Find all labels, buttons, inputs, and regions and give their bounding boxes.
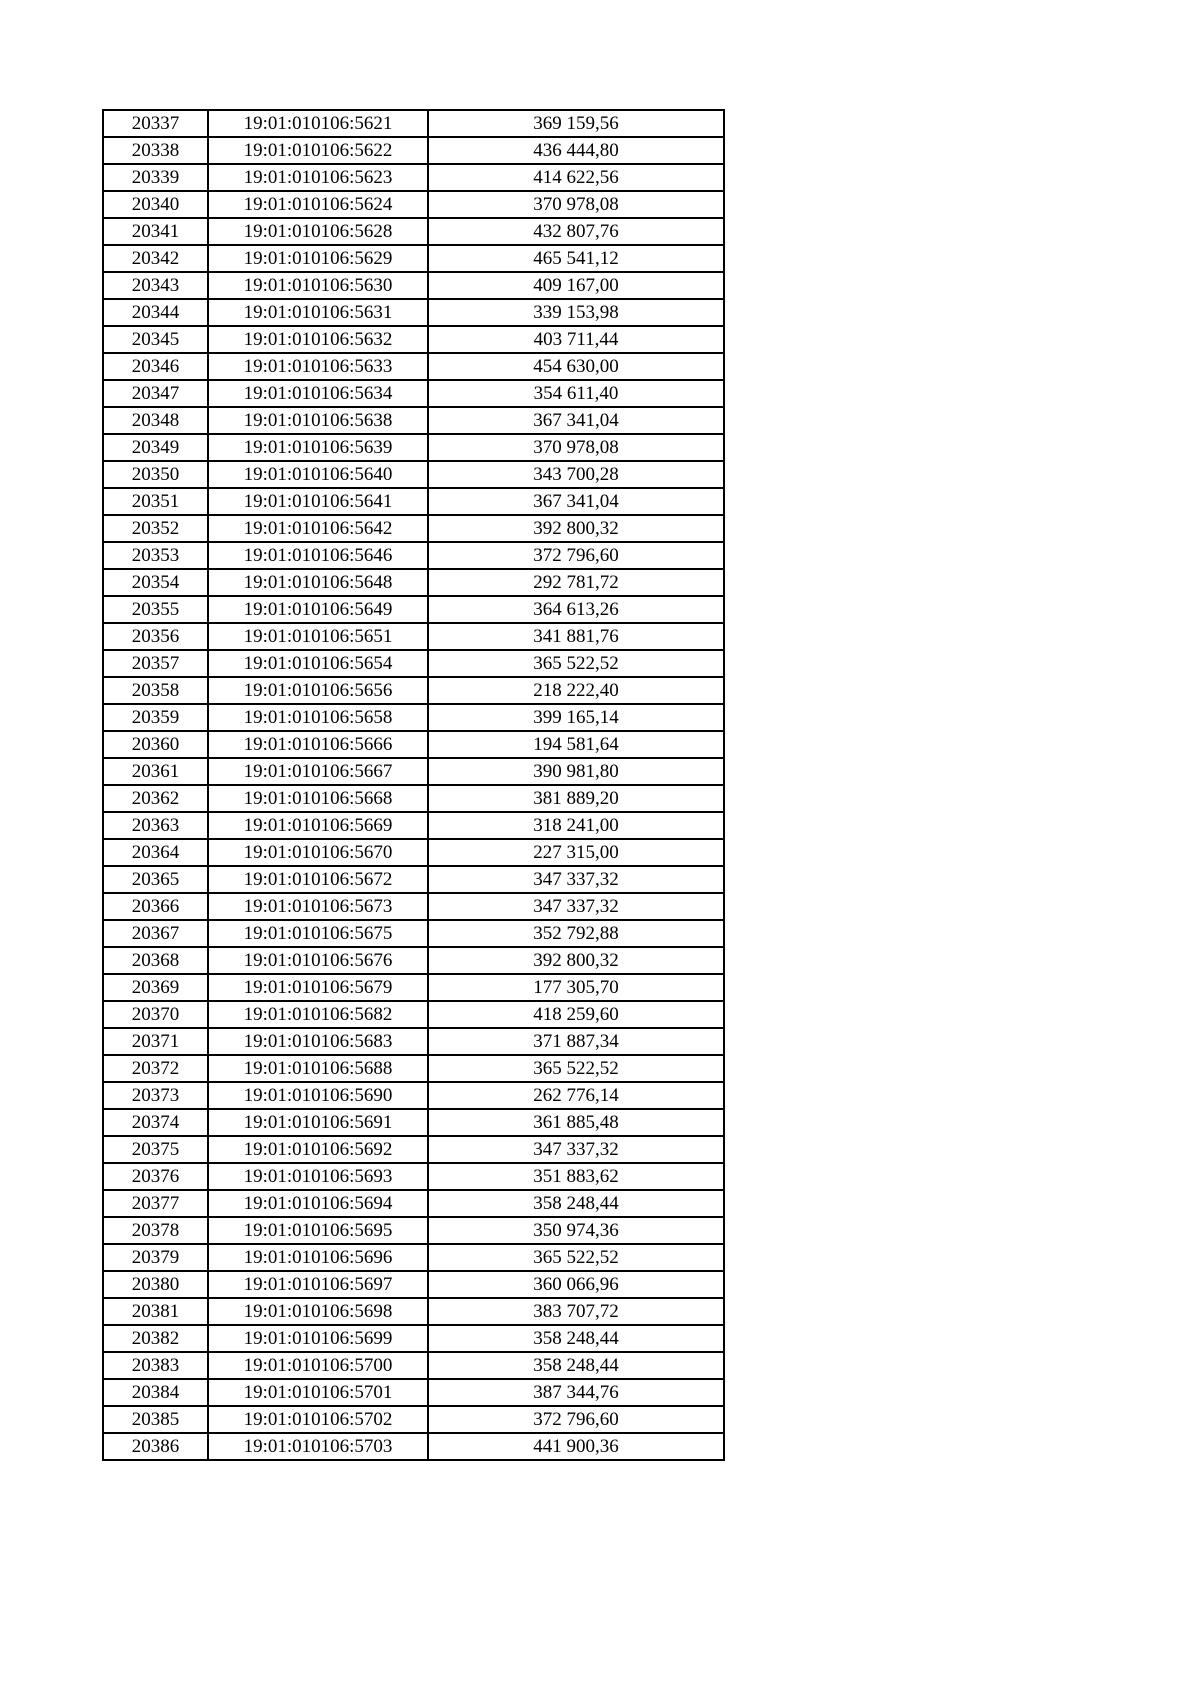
table-row — [103, 515, 724, 542]
value-cell: 403 711,44 — [428, 326, 724, 353]
value-cell: 194 581,64 — [428, 731, 724, 758]
value-cell: 364 613,26 — [428, 596, 724, 623]
table-row — [103, 839, 724, 866]
value-cell: 347 337,32 — [428, 866, 724, 893]
row-number-cell: 20352 — [103, 515, 208, 542]
row-number-cell: 20377 — [103, 1190, 208, 1217]
cadastral-number-cell: 19:01:010106:5629 — [208, 245, 428, 272]
value-cell: 177 305,70 — [428, 974, 724, 1001]
cadastral-number-cell: 19:01:010106:5623 — [208, 164, 428, 191]
cadastral-number-cell: 19:01:010106:5642 — [208, 515, 428, 542]
value-cell: 392 800,32 — [428, 515, 724, 542]
table-row — [103, 947, 724, 974]
table-row — [103, 1352, 724, 1379]
value-cell: 381 889,20 — [428, 785, 724, 812]
value-cell: 465 541,12 — [428, 245, 724, 272]
row-number-cell: 20375 — [103, 1136, 208, 1163]
value-cell: 227 315,00 — [428, 839, 724, 866]
value-cell: 318 241,00 — [428, 812, 724, 839]
value-cell: 454 630,00 — [428, 353, 724, 380]
row-number-cell: 20367 — [103, 920, 208, 947]
value-cell: 358 248,44 — [428, 1352, 724, 1379]
value-cell: 365 522,52 — [428, 650, 724, 677]
cadastral-number-cell: 19:01:010106:5683 — [208, 1028, 428, 1055]
value-cell: 218 222,40 — [428, 677, 724, 704]
cadastral-number-cell: 19:01:010106:5672 — [208, 866, 428, 893]
cadastral-number-cell: 19:01:010106:5654 — [208, 650, 428, 677]
row-number-cell: 20359 — [103, 704, 208, 731]
value-cell: 360 066,96 — [428, 1271, 724, 1298]
row-number-cell: 20340 — [103, 191, 208, 218]
value-cell: 350 974,36 — [428, 1217, 724, 1244]
cadastral-number-cell: 19:01:010106:5641 — [208, 488, 428, 515]
row-number-cell: 20349 — [103, 434, 208, 461]
row-number-cell: 20339 — [103, 164, 208, 191]
cadastral-number-cell: 19:01:010106:5699 — [208, 1325, 428, 1352]
cadastral-number-cell: 19:01:010106:5679 — [208, 974, 428, 1001]
row-number-cell: 20366 — [103, 893, 208, 920]
value-cell: 436 444,80 — [428, 137, 724, 164]
row-number-cell: 20344 — [103, 299, 208, 326]
cadastral-number-cell: 19:01:010106:5696 — [208, 1244, 428, 1271]
table-row — [103, 380, 724, 407]
value-cell: 358 248,44 — [428, 1190, 724, 1217]
row-number-cell: 20361 — [103, 758, 208, 785]
table-row — [103, 1271, 724, 1298]
row-number-cell: 20364 — [103, 839, 208, 866]
cadastral-number-cell: 19:01:010106:5648 — [208, 569, 428, 596]
table-row — [103, 191, 724, 218]
row-number-cell: 20354 — [103, 569, 208, 596]
cadastral-number-cell: 19:01:010106:5702 — [208, 1406, 428, 1433]
row-number-cell: 20374 — [103, 1109, 208, 1136]
row-number-cell: 20345 — [103, 326, 208, 353]
cadastral-number-cell: 19:01:010106:5697 — [208, 1271, 428, 1298]
row-number-cell: 20383 — [103, 1352, 208, 1379]
row-number-cell: 20384 — [103, 1379, 208, 1406]
value-cell: 354 611,40 — [428, 380, 724, 407]
value-cell: 392 800,32 — [428, 947, 724, 974]
row-number-cell: 20368 — [103, 947, 208, 974]
cadastral-number-cell: 19:01:010106:5676 — [208, 947, 428, 974]
table-row — [103, 299, 724, 326]
table-row — [103, 1433, 724, 1460]
table-row — [103, 218, 724, 245]
row-number-cell: 20369 — [103, 974, 208, 1001]
cadastral-number-cell: 19:01:010106:5651 — [208, 623, 428, 650]
value-cell: 347 337,32 — [428, 893, 724, 920]
cadastral-number-cell: 19:01:010106:5638 — [208, 407, 428, 434]
cadastral-number-cell: 19:01:010106:5621 — [208, 110, 428, 137]
table-row — [103, 1406, 724, 1433]
row-number-cell: 20342 — [103, 245, 208, 272]
table-row — [103, 1379, 724, 1406]
cadastral-number-cell: 19:01:010106:5630 — [208, 272, 428, 299]
value-cell: 432 807,76 — [428, 218, 724, 245]
value-cell: 399 165,14 — [428, 704, 724, 731]
table-row — [103, 1163, 724, 1190]
cadastral-number-cell: 19:01:010106:5624 — [208, 191, 428, 218]
table-row — [103, 164, 724, 191]
cadastral-number-cell: 19:01:010106:5693 — [208, 1163, 428, 1190]
cadastral-number-cell: 19:01:010106:5634 — [208, 380, 428, 407]
cadastral-number-cell: 19:01:010106:5622 — [208, 137, 428, 164]
value-cell: 361 885,48 — [428, 1109, 724, 1136]
cadastral-number-cell: 19:01:010106:5690 — [208, 1082, 428, 1109]
table-row — [103, 569, 724, 596]
cadastral-number-cell: 19:01:010106:5628 — [208, 218, 428, 245]
cadastral-number-cell: 19:01:010106:5692 — [208, 1136, 428, 1163]
row-number-cell: 20351 — [103, 488, 208, 515]
row-number-cell: 20365 — [103, 866, 208, 893]
row-number-cell: 20338 — [103, 137, 208, 164]
value-cell: 292 781,72 — [428, 569, 724, 596]
cadastral-number-cell: 19:01:010106:5668 — [208, 785, 428, 812]
row-number-cell: 20337 — [103, 110, 208, 137]
row-number-cell: 20378 — [103, 1217, 208, 1244]
row-number-cell: 20386 — [103, 1433, 208, 1460]
cadastral-number-cell: 19:01:010106:5673 — [208, 893, 428, 920]
cadastral-number-cell: 19:01:010106:5703 — [208, 1433, 428, 1460]
row-number-cell: 20385 — [103, 1406, 208, 1433]
cadastral-number-cell: 19:01:010106:5646 — [208, 542, 428, 569]
row-number-cell: 20381 — [103, 1298, 208, 1325]
cadastral-number-cell: 19:01:010106:5670 — [208, 839, 428, 866]
cadastral-number-cell: 19:01:010106:5694 — [208, 1190, 428, 1217]
table-row — [103, 1190, 724, 1217]
value-cell: 414 622,56 — [428, 164, 724, 191]
cadastral-value-table — [102, 109, 725, 1461]
table-row — [103, 407, 724, 434]
table-row — [103, 434, 724, 461]
table-row — [103, 488, 724, 515]
row-number-cell: 20341 — [103, 218, 208, 245]
cadastral-number-cell: 19:01:010106:5632 — [208, 326, 428, 353]
row-number-cell: 20372 — [103, 1055, 208, 1082]
row-number-cell: 20370 — [103, 1001, 208, 1028]
cadastral-number-cell: 19:01:010106:5633 — [208, 353, 428, 380]
value-cell: 339 153,98 — [428, 299, 724, 326]
cadastral-number-cell: 19:01:010106:5658 — [208, 704, 428, 731]
table-row — [103, 677, 724, 704]
value-cell: 387 344,76 — [428, 1379, 724, 1406]
value-cell: 372 796,60 — [428, 542, 724, 569]
table-row — [103, 1298, 724, 1325]
table-row — [103, 812, 724, 839]
table-row — [103, 1082, 724, 1109]
table-row — [103, 650, 724, 677]
value-cell: 341 881,76 — [428, 623, 724, 650]
cadastral-number-cell: 19:01:010106:5631 — [208, 299, 428, 326]
row-number-cell: 20347 — [103, 380, 208, 407]
table-row — [103, 1136, 724, 1163]
row-number-cell: 20371 — [103, 1028, 208, 1055]
row-number-cell: 20343 — [103, 272, 208, 299]
table-row — [103, 758, 724, 785]
row-number-cell: 20346 — [103, 353, 208, 380]
table-row — [103, 245, 724, 272]
cadastral-number-cell: 19:01:010106:5666 — [208, 731, 428, 758]
value-cell: 343 700,28 — [428, 461, 724, 488]
row-number-cell: 20373 — [103, 1082, 208, 1109]
table-row — [103, 596, 724, 623]
value-cell: 367 341,04 — [428, 488, 724, 515]
table-row — [103, 1109, 724, 1136]
table-row — [103, 1325, 724, 1352]
cadastral-number-cell: 19:01:010106:5691 — [208, 1109, 428, 1136]
value-cell: 367 341,04 — [428, 407, 724, 434]
cadastral-number-cell: 19:01:010106:5700 — [208, 1352, 428, 1379]
table-row — [103, 731, 724, 758]
cadastral-number-cell: 19:01:010106:5640 — [208, 461, 428, 488]
row-number-cell: 20360 — [103, 731, 208, 758]
cadastral-number-cell: 19:01:010106:5675 — [208, 920, 428, 947]
table-row — [103, 326, 724, 353]
cadastral-number-cell: 19:01:010106:5649 — [208, 596, 428, 623]
table-row — [103, 974, 724, 1001]
table-row — [103, 920, 724, 947]
value-cell: 383 707,72 — [428, 1298, 724, 1325]
value-cell: 372 796,60 — [428, 1406, 724, 1433]
value-cell: 351 883,62 — [428, 1163, 724, 1190]
value-cell: 352 792,88 — [428, 920, 724, 947]
table-row — [103, 1244, 724, 1271]
table-row — [103, 353, 724, 380]
row-number-cell: 20353 — [103, 542, 208, 569]
cadastral-number-cell: 19:01:010106:5701 — [208, 1379, 428, 1406]
cadastral-number-cell: 19:01:010106:5698 — [208, 1298, 428, 1325]
value-cell: 441 900,36 — [428, 1433, 724, 1460]
row-number-cell: 20348 — [103, 407, 208, 434]
row-number-cell: 20357 — [103, 650, 208, 677]
table-row — [103, 272, 724, 299]
cadastral-number-cell: 19:01:010106:5695 — [208, 1217, 428, 1244]
value-cell: 369 159,56 — [428, 110, 724, 137]
row-number-cell: 20380 — [103, 1271, 208, 1298]
cadastral-number-cell: 19:01:010106:5669 — [208, 812, 428, 839]
table-row — [103, 623, 724, 650]
row-number-cell: 20362 — [103, 785, 208, 812]
cadastral-number-cell: 19:01:010106:5667 — [208, 758, 428, 785]
table-row — [103, 1028, 724, 1055]
value-cell: 370 978,08 — [428, 434, 724, 461]
row-number-cell: 20363 — [103, 812, 208, 839]
table-row — [103, 785, 724, 812]
table-row — [103, 1055, 724, 1082]
row-number-cell: 20350 — [103, 461, 208, 488]
value-cell: 365 522,52 — [428, 1244, 724, 1271]
table-row — [103, 1217, 724, 1244]
value-cell: 409 167,00 — [428, 272, 724, 299]
table-body — [103, 110, 724, 1460]
value-cell: 370 978,08 — [428, 191, 724, 218]
table-row — [103, 137, 724, 164]
row-number-cell: 20356 — [103, 623, 208, 650]
table-row — [103, 110, 724, 137]
value-cell: 390 981,80 — [428, 758, 724, 785]
row-number-cell: 20379 — [103, 1244, 208, 1271]
table-row — [103, 461, 724, 488]
value-cell: 347 337,32 — [428, 1136, 724, 1163]
row-number-cell: 20382 — [103, 1325, 208, 1352]
table-row — [103, 542, 724, 569]
value-cell: 358 248,44 — [428, 1325, 724, 1352]
row-number-cell: 20376 — [103, 1163, 208, 1190]
cadastral-number-cell: 19:01:010106:5688 — [208, 1055, 428, 1082]
table-row — [103, 704, 724, 731]
table-row — [103, 893, 724, 920]
value-cell: 262 776,14 — [428, 1082, 724, 1109]
value-cell: 418 259,60 — [428, 1001, 724, 1028]
table-row — [103, 866, 724, 893]
cadastral-number-cell: 19:01:010106:5656 — [208, 677, 428, 704]
row-number-cell: 20358 — [103, 677, 208, 704]
value-cell: 371 887,34 — [428, 1028, 724, 1055]
row-number-cell: 20355 — [103, 596, 208, 623]
value-cell: 365 522,52 — [428, 1055, 724, 1082]
cadastral-number-cell: 19:01:010106:5639 — [208, 434, 428, 461]
cadastral-number-cell: 19:01:010106:5682 — [208, 1001, 428, 1028]
table-row — [103, 1001, 724, 1028]
